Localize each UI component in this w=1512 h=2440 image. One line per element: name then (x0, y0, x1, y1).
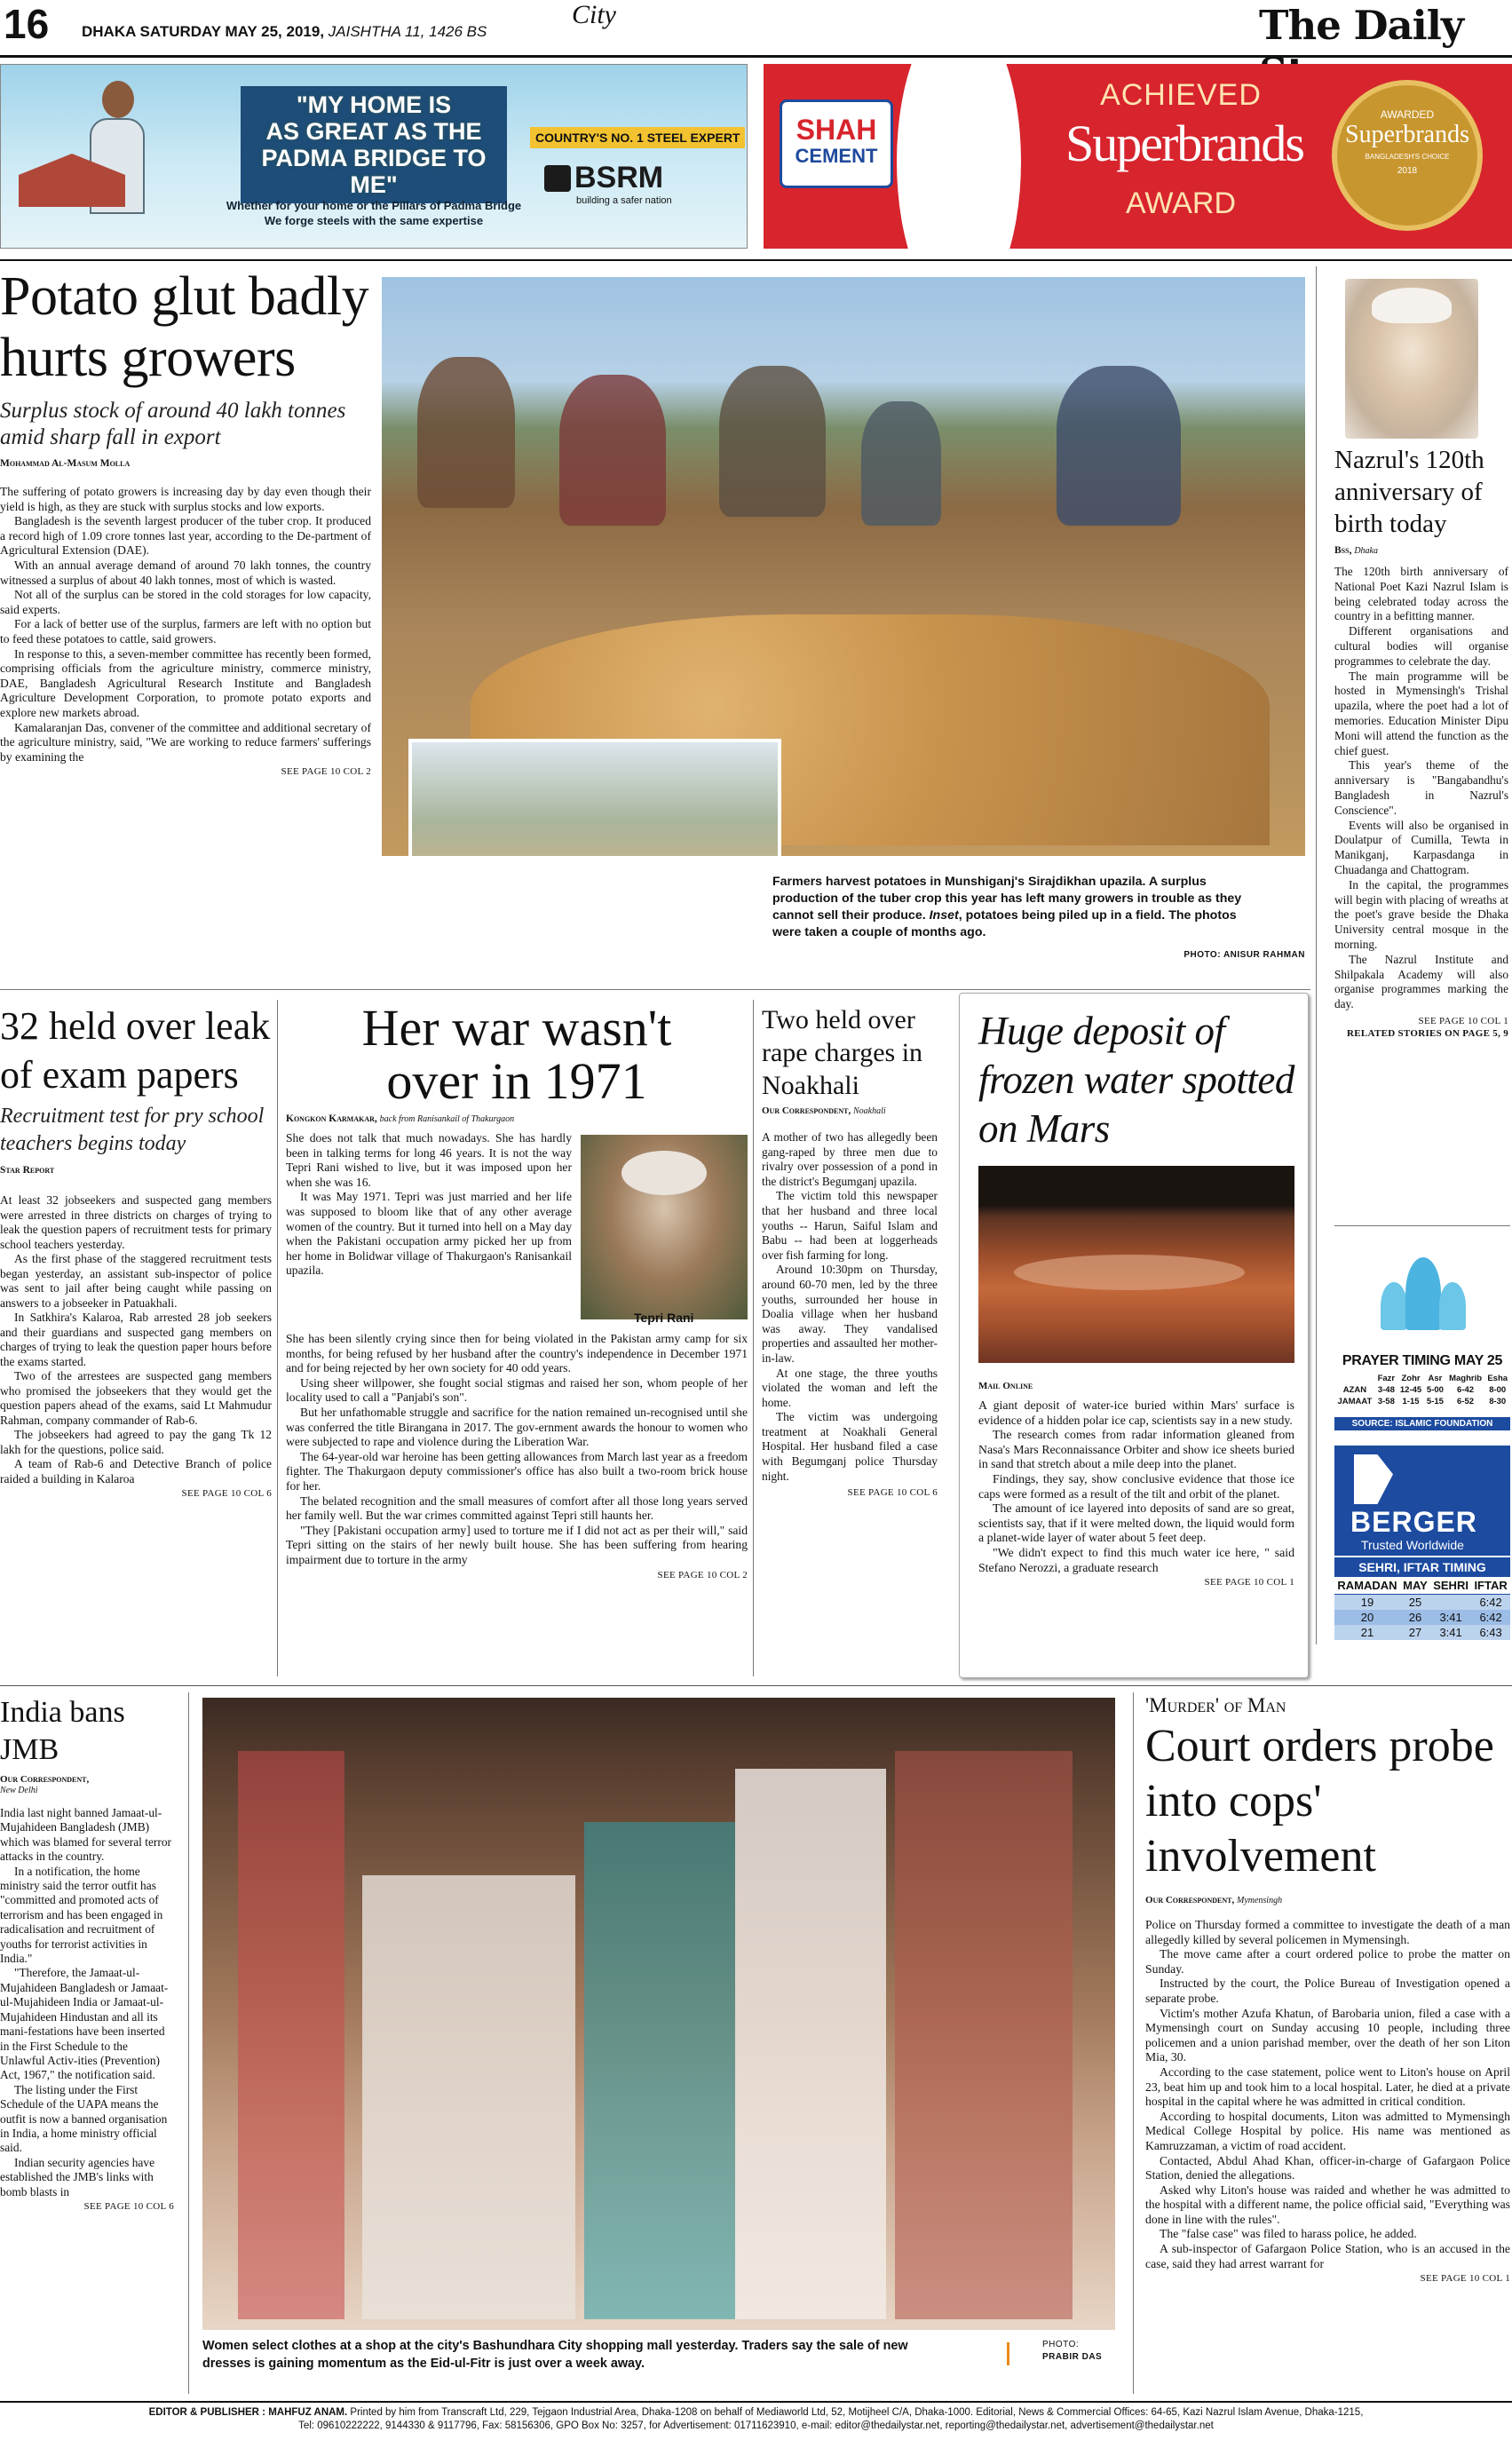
nazrul-related[interactable]: RELATED STORIES ON PAGE 5, 9 (1347, 1027, 1508, 1039)
paragraph: The amount of ice layered into deposits of sand are so great, scientists say, that if it were melted down, the liquid would form a planet-wide layer of water about 5 feet deep. (978, 1501, 1294, 1545)
table-header-cell: RAMADAN (1334, 1577, 1400, 1595)
court-byline: Our Correspondent, Mymensingh (1145, 1895, 1283, 1905)
bsrm-ad[interactable] (0, 64, 748, 249)
table-cell: 6-52 (1457, 1397, 1475, 1406)
nazrul-body (1334, 565, 1508, 1012)
paragraph: Not all of the surplus can be stored in the cold storages for low capacity, said experts. (0, 588, 371, 616)
table-cell: JAMAAT (1337, 1397, 1373, 1406)
paragraph: This year's theme of the anniversary is "Bangabandhu's Bangladesh in Nazrul's Conscience". (1334, 758, 1508, 817)
table-header-cell: SEHRI (1430, 1577, 1471, 1595)
nazrul-story (1334, 444, 1508, 1039)
rape-body (762, 1130, 938, 1484)
shopping-mall-photo (202, 1698, 1115, 2330)
award-text: AWARD (1125, 186, 1237, 220)
paragraph: Kamalaranjan Das, convener of the committee and additional secretary of the agriculture ministry, said, "We are working to reduce farmers' sufferings by examining the (0, 720, 371, 764)
shopping-caption: Women select clothes at a shop at the city's Bashundhara City shopping mall yesterday. Traders say the sale of new dresses is gaining momentum as the Eid-ul-Fitr is just over a week away. (202, 2339, 908, 2371)
paragraph: Around 10:30pm on Thursday, around 60-70 men, led by the three youths, surrounded her house in Doalia village when her husband was away. They vandalised properties and assaulted her mother-in-law. (762, 1263, 938, 1365)
paragraph: The research comes from radar information gleaned from Nasa's Mars Reconnaissance Orbiter and show ice sheets buried in sand that stretch about a mile deep into the planet. (978, 1428, 1294, 1471)
paragraph: Victim's mother Azufa Khatun, of Barobaria union, filed a case with a Mymensingh court on Sunday accusing 10 people, including three policemen and a union parishad member, over the death of her son Liton Mia, 30. (1145, 2006, 1510, 2064)
table-cell: 8-00 (1489, 1385, 1507, 1395)
section-label: City (572, 0, 616, 29)
potato-body (0, 485, 371, 764)
table-cell: 26 (1408, 1611, 1422, 1624)
paragraph: A sub-inspector of Gafargaon Police Station, who is an accused in the case, said they had arrest warrant for (1145, 2242, 1510, 2270)
mars-see-page[interactable]: SEE PAGE 10 COL 1 (1204, 1577, 1294, 1588)
paragraph: The move came after a court ordered police to probe the matter on Sunday. (1145, 1947, 1510, 1976)
mars-body (978, 1398, 1294, 1575)
masthead-logo: The Daily (1259, 2, 1464, 49)
shah-logo: SHAH CEMENT (780, 99, 893, 188)
court-body (1145, 1918, 1510, 2271)
paragraph: The belated recognition and the small measures of comfort after all those long years served her family well. But the war crimes committed against Tepri still haunts her. (286, 1493, 748, 1523)
paragraph: At one stage, the three youths violated the woman and left the home. (762, 1366, 938, 1409)
table-header-cell: Maghrib (1449, 1374, 1483, 1383)
prayer-table (1334, 1373, 1510, 1407)
exam-byline: Star Report (0, 1165, 55, 1176)
war-see-page[interactable]: SEE PAGE 10 COL 2 (657, 1569, 748, 1580)
tepri-rani-photo (581, 1135, 748, 1319)
table-cell: 8-30 (1489, 1397, 1507, 1406)
page-footer: EDITOR & PUBLISHER : MAHFUZ ANAM. Printed by him from Transcraft Ltd, 229, Tejgaon Industrial Area, Dhaka-1208 on behalf of Mediaworld Ltd, 52, Motijheel C/A, Dhaka-1000. Editorial, News & Commercial Offices: 64-65, Kazi Nazrul Islam Avenue, Dhaka-1215, Tel: 09610222222, 9144330 & 9117796, Fax: 58156306, GPO Box No: 3257, for Advertisement: 01711623910, e-mail: editor@thedailystar.net, reporting@thedailystar.net, advertisement@thedailystar.net (148, 2407, 1364, 2431)
paragraph: The main programme will be hosted in Mymensingh's Trishal upazila, where the poet had a lot of memories. Education Minister Dipu Moni will attend the function as the chief guest. (1334, 669, 1508, 757)
table-cell: 6-42 (1457, 1385, 1475, 1395)
india-byline: Our Correspondent, New Delhi (0, 1774, 90, 1795)
court-headline: Court orders probe into cops' involvement (1145, 1721, 1494, 1881)
shopping-photo-credit: PHOTO: PRABIR DAS (1042, 2340, 1103, 2362)
table-cell: 21 (1360, 1626, 1374, 1639)
paragraph: A team of Rab-6 and Detective Branch of police raided a building in Kalaroa (0, 1457, 272, 1485)
shopping-caption-box (202, 2337, 1115, 2387)
court-story (1145, 1694, 1510, 2284)
india-body (0, 1806, 174, 2199)
ad-slogan: "MY HOME IS AS GREAT AS THE PADMA BRIDGE TO ME" (241, 86, 507, 203)
paragraph: "Therefore, the Jamaat-ul-Mujahideen Bangladesh or Jamaat-ul-Mujahideen India or Jamaat-ul-Mujahideen Hindustan and all its mani-festations have been inserted in the First Schedule to the Unlawful Activ-ities (Prevention) Act, 1967," the notification said. (0, 1966, 169, 2082)
table-cell: 3:41 (1439, 1626, 1462, 1639)
table-cell: 6:42 (1479, 1596, 1502, 1609)
court-see-page[interactable]: SEE PAGE 10 COL 1 (1420, 2273, 1510, 2285)
nazrul-portrait (1345, 279, 1478, 439)
table-cell: 3:41 (1439, 1611, 1462, 1624)
paragraph: According to hospital documents, Liton was admitted to Mymensingh Medical College Hospital by police. His name was mentioned as Kamruzzaman, a victim of road accident. (1145, 2109, 1510, 2152)
tepri-rani-label: Tepri Rani (634, 1311, 694, 1325)
paragraph: Contacted, Abdul Ahad Khan, officer-in-charge of Gafargaon Police Station, denied the allegations. (1145, 2153, 1510, 2183)
table-row (1334, 1595, 1510, 1611)
table-header-cell: MAY (1400, 1577, 1430, 1595)
paragraph: Events will also be organised in Doulatpur of Cumilla, Tewta in Manikganj, Karpasdanga in Chuadanga and Chattogram. (1334, 818, 1508, 876)
page-header (0, 0, 1512, 55)
paragraph: Police on Thursday formed a committee to investigate the death of a man allegedly killed by several policemen in Mymensingh. (1145, 1918, 1510, 1946)
table-cell: 25 (1408, 1596, 1422, 1609)
table-cell: 3-58 (1377, 1397, 1395, 1406)
superbrands-seal: AWARDED Superbrands BANGLADESH'S CHOICE 2018 (1332, 80, 1483, 231)
potato-see-page[interactable]: SEE PAGE 10 COL 2 (281, 766, 371, 778)
war-headline: Her war wasn't over in 1971 (361, 999, 672, 1110)
table-header-cell: Asr (1428, 1374, 1443, 1383)
mars-surface-image (978, 1166, 1294, 1363)
page-number: 16 (4, 1, 50, 47)
paragraph: The jobseekers had agreed to pay the gang Tk 12 lakh for the questions, police said. (0, 1428, 272, 1456)
potato-photo-credit: PHOTO: ANISUR RAHMAN (1183, 950, 1305, 960)
india-see-page[interactable]: SEE PAGE 10 COL 6 (83, 2200, 174, 2212)
rape-byline: Our Correspondent, Noakhali (762, 1105, 886, 1116)
paragraph: In response to this, a seven-member committee has recently been formed, comprising officials from the agriculture ministry, commerce ministry, DAE, Bangladesh Agricultural Research Institute and Bangladesh Agriculture Development Corporation, to promote potato exports and explore new markets abroad. (0, 646, 371, 719)
potato-byline: Mohammad Al-Masum Molla (0, 458, 131, 469)
paragraph: She does not talk that much nowadays. She has hardly been in talking terms for long 46 years. It is not the way Tepri Rani wished to live, but it was imposed upon her when she was 16. (286, 1131, 572, 1189)
paragraph: Bangladesh is the seventh largest producer of the tuber crop. It produced a record high of 1.09 crore tonnes last year, according to the De-partment of Agricultural Extension (DAE). (0, 514, 371, 558)
table-cell: 1-15 (1402, 1397, 1420, 1406)
paragraph: It was May 1971. Tepri was just married and her life was supposed to bloom like that of any other average women of the country. But it turned into hell on a May day when the Pakistani occupation army picked her up from her home in Bolidwar village of Thakurgaon's Ranisankail upazila. (286, 1190, 572, 1278)
table-header-cell: Esha (1487, 1374, 1508, 1383)
potato-inset-photo (408, 739, 781, 856)
paragraph: The 64-year-old war heroine has been getting allowances from March last year as a freedom fighter. The Thakurgaon deputy commissioner's office has also built a two-room brick house for her. (286, 1449, 748, 1493)
nazrul-headline: Nazrul's 120th anniversary of birth today (1334, 446, 1484, 538)
nazrul-byline: Bss, Dhaka (1334, 545, 1378, 556)
table-header-cell: Fazr (1377, 1374, 1396, 1383)
war-wide-body (286, 1332, 748, 1568)
exam-body (0, 1193, 272, 1486)
berger-logo-icon (1354, 1454, 1393, 1504)
prayer-source: SOURCE: ISLAMIC FOUNDATION (1334, 1417, 1510, 1430)
mars-headline: Huge deposit of frozen water spotted on Mars (978, 1009, 1294, 1151)
mosque-icon (1381, 1240, 1466, 1339)
mars-story (978, 1007, 1294, 1588)
rape-headline: Two held over rape charges in Noakhali (762, 1005, 923, 1100)
shah-cement-ad[interactable] (764, 64, 1512, 249)
table-header-cell (1334, 1373, 1375, 1384)
paragraph: In a notification, the home ministry said the terror outfit has "committed and promoted acts of terrorism and has been engaged in radicalisation and recruitment of youths for terrorist activities in India." (0, 1864, 163, 1966)
court-kicker: 'Murder' of Man (1145, 1694, 1286, 1716)
paragraph: "We didn't expect to find this much water ice here, " said Stefano Nerozzi, a graduate research (978, 1545, 1294, 1574)
paragraph: For a lack of better use of the surplus, farmers are left with no option but to feed these potatoes to cattle, said growers. (0, 617, 371, 646)
table-cell: 5-00 (1426, 1385, 1444, 1395)
table-row (1334, 1396, 1510, 1407)
credit-bar (1007, 2342, 1009, 2365)
paragraph: The "false case" was filed to harass police, he added. (1160, 2227, 1417, 2241)
prayer-title: PRAYER TIMING MAY 25 (1342, 1353, 1503, 1368)
war-story (286, 999, 748, 1580)
table-row (1334, 1384, 1510, 1396)
exam-story (0, 1002, 272, 1499)
paragraph: The 120th birth anniversary of National Poet Kazi Nazrul Islam is being celebrated today across the country in a befitting manner. (1334, 565, 1508, 623)
paragraph: Using sheer willpower, she fought social stigmas and raised her son, whom people of her locality used to call a "Panjabi's son". (286, 1375, 748, 1405)
bsrm-logo-icon (544, 165, 571, 192)
table-cell (1430, 1595, 1471, 1611)
iftar-title: SEHRI, IFTAR TIMING (1334, 1557, 1510, 1577)
paragraph: Two of the arrestees are suspected gang members who promised the jobseekers that they would get the question papers ahead of the exams, said Lt Mahmudur Rahman, company commander of Rab-6. (0, 1369, 272, 1427)
india-headline: India bans JMB (0, 1696, 125, 1766)
bsrm-badge: COUNTRY'S NO. 1 STEEL EXPERT (530, 127, 745, 148)
superbrands-text: Superbrands (1065, 115, 1303, 172)
potato-caption-box (772, 874, 1305, 978)
potato-headline: Potato glut badly hurts growers (0, 266, 369, 388)
potato-deck: Surplus stock of around 40 lakh tonnes amid sharp fall in export (0, 399, 346, 449)
paragraph: Indian security agencies have established the JMB's links with bomb blasts in (0, 2155, 155, 2198)
table-header-cell: IFTAR (1471, 1577, 1510, 1595)
paragraph: Findings, they say, show conclusive evidence that those ice caps were formed as a result of the tilt and orbit of the planet. (978, 1471, 1294, 1501)
potato-caption: Farmers harvest potatoes in Munshiganj's Sirajdikhan upazila. A surplus production of the tuber crop this year has left many growers in trouble as they cannot sell their produce. Inset, potatoes being piled up in a field. The photos were taken a couple of months ago. (772, 875, 1242, 939)
bsrm-footer: Whether for your home or the Pillars of Padma Bridge We forge steels with the same expertise (226, 199, 522, 227)
paragraph: The listing under the First Schedule of the UAPA means the outfit is now a banned organisation in India, a home ministry official said. (0, 2082, 168, 2155)
exam-deck: Recruitment test for pry school teachers begins today (0, 1105, 265, 1155)
paragraph: A giant deposit of water-ice buried within Mars' surface is evidence of a hidden polar ice cap, scientists say in a new study. (978, 1398, 1294, 1427)
paragraph: Different organisations and cultural bodies will organise programmes to celebrate the day. (1334, 624, 1508, 668)
paragraph: In Satkhira's Kalaroa, Rab arrested 28 job seekers and their guardians and suspected gang members on charges of trying to leak the question paper hours before the exams started. (0, 1311, 272, 1368)
table-row (1334, 1610, 1510, 1625)
table-cell: 12-45 (1399, 1385, 1422, 1395)
table-row (1334, 1625, 1510, 1640)
table-cell: 6:43 (1479, 1626, 1502, 1639)
paragraph: India last night banned Jamaat-ul-Mujahideen Bangladesh (JMB) which was blamed for several terror attacks in the country. (0, 1806, 171, 1864)
prayer-timing-box (1334, 1240, 1510, 1440)
table-cell: AZAN (1342, 1385, 1367, 1395)
paragraph: She has been silently crying since then for being violated in the Pakistan army camp for six months, for being refused by her husband after the country's independence in December 1971 and for being rejected by her own society for 40 odd years. (286, 1332, 748, 1375)
potato-story (0, 266, 371, 984)
war-col-body (286, 1131, 572, 1279)
dateline: DHAKA SATURDAY MAY 25, 2019, JAISHTHA 11, 1426 BS (82, 23, 487, 40)
iftar-table (1334, 1577, 1510, 1640)
nazrul-see-page[interactable]: SEE PAGE 10 COL 1 (1418, 1015, 1508, 1026)
war-byline: Kongkon Karmakar, back from Ranisankail of Thakurgaon (286, 1113, 515, 1124)
paragraph: The victim was undergoing treatment at Noakhali General Hospital. Her husband filed a case with Begumganj police Thursday night. (762, 1410, 938, 1483)
paragraph: According to the case statement, police went to Liton's house on April 23, beat him up and took him to a local hospital. Later, he died at a private hospital in the capital where he was admitted in critical condition. (1145, 2064, 1510, 2109)
exam-headline: 32 held over leak of exam papers (0, 1004, 271, 1097)
rape-see-page[interactable]: SEE PAGE 10 COL 6 (847, 1487, 938, 1499)
paragraph: The victim told this newspaper that her husband and three local youths -- Harun, Saiful Islam and Babu -- had been at loggerheads over fish farming for long. (762, 1189, 938, 1262)
table-cell: 19 (1360, 1596, 1374, 1609)
table-cell: 20 (1360, 1611, 1374, 1624)
india-story (0, 1694, 174, 2212)
mars-byline: Mail Online (978, 1381, 1033, 1391)
potato-harvest-photo (382, 277, 1305, 856)
paragraph: The suffering of potato growers is increasing day by day even though their yield is high, as they are stuck with surplus stocks and low exports. (0, 485, 371, 513)
paragraph: Instructed by the court, the Police Bureau of Investigation opened a separate probe. (1145, 1977, 1510, 2005)
achieved-text: ACHIEVED (1100, 78, 1262, 112)
table-cell: 27 (1408, 1626, 1422, 1639)
paragraph: "They [Pakistani occupation army] used to torture me if I did not act as per their will," said Tepri sitting on the stairs of her newly built house. She has been suffering from hearing impairment due to torture in the army (286, 1523, 748, 1566)
rape-story (762, 1003, 938, 1498)
paragraph: The Nazrul Institute and Shilpakala Academy will also organise programmes marking the day. (1334, 952, 1508, 1011)
paragraph: With an annual average demand of around 70 lakh tonnes, the country witnessed a surplus of about 40 lakh tonnes, most of which is wasted. (0, 558, 371, 587)
paragraph: At least 32 jobseekers and suspected gang members were arrested in three districts on charges of trying to leak the question papers of recruitment tests for primary school teachers yesterday. (0, 1193, 272, 1251)
paragraph: But her unfathomable struggle and sacrifice for the nation remained un-recognised until she was conferred the title Birangana in 2017. The gov-ernment awards the honour to women who were subjected to rape and violence during the Liberation War. (286, 1405, 748, 1449)
table-cell: 3-48 (1377, 1385, 1395, 1395)
exam-see-page[interactable]: SEE PAGE 10 COL 6 (181, 1488, 272, 1499)
bsrm-logo: BSRM building a safer nation (544, 161, 672, 206)
table-cell: 5-15 (1426, 1397, 1444, 1406)
paragraph: As the first phase of the staggered recruitment tests began yesterday, an assistant sub-inspector of police was sent to jail after being caught while passing on answers to a jobseeker in Patuakhali. (0, 1252, 272, 1310)
table-header-cell: Zohr (1401, 1374, 1421, 1383)
paragraph: A mother of two has allegedly been gang-raped by three men due to rivalry over possession of a pond in the district's Begumganj upazila. (762, 1130, 938, 1188)
paragraph: In the capital, the programmes will begin with placing of wreaths at the poet's grave beside the Dhaka University central mosque in the morning. (1334, 877, 1508, 951)
paragraph: Asked why Liton's house was raided and whether he was admitted to the hospital with a different name, the police official said, "Everything was done in line with the rules". (1145, 2183, 1510, 2226)
ad-divider-curve (897, 64, 1021, 249)
table-cell: 6:42 (1479, 1611, 1502, 1624)
berger-ad[interactable] (1334, 1446, 1510, 1643)
berger-logo-box: BERGER Trusted Worldwide (1334, 1446, 1510, 1556)
